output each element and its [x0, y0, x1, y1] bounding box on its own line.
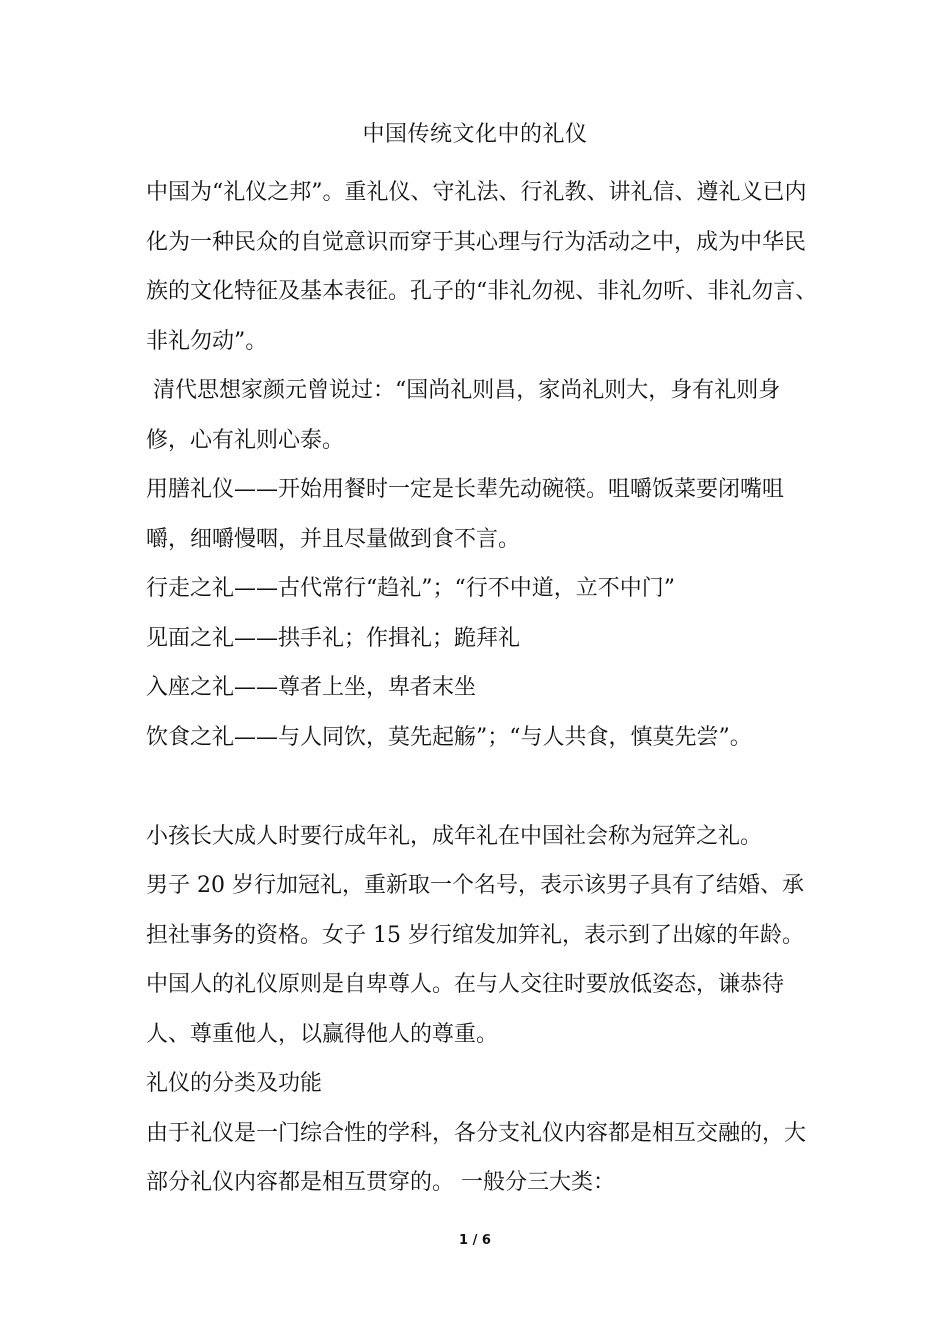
blank-line	[146, 762, 822, 812]
paragraph-intro: 中国为“礼仪之邦”。重礼仪、守礼法、行礼教、讲礼信、遵礼义已内化为一种民众的自觉意识而穿于其心理与行为活动之中，成为中华民族的文化特征及基本表征。孔子的“非礼勿视、非礼勿听、非礼勿言、非礼勿动”。	[146, 180, 818, 354]
paragraph-seating-etiquette: 入座之礼——尊者上坐，卑者末坐	[146, 675, 477, 700]
paragraph-greeting-etiquette: 见面之礼——拱手礼；作揖礼；跪拜礼	[146, 625, 521, 651]
paragraph-walking-etiquette: 行走之礼——古代常行“趋礼”；“行不中道，立不中门”	[146, 576, 675, 601]
paragraph-coming-of-age: 小孩长大成人时要行成年礼，成年礼在中国社会称为冠笄之礼。	[146, 823, 763, 849]
page-number: 1 / 6	[459, 1233, 491, 1248]
section-heading: 礼仪的分类及功能	[146, 1071, 323, 1096]
paragraph-yan-yuan-quote: 清代思想家颜元曾说过：“国尚礼则昌，家尚礼则大，身有礼则身修，心有礼则心泰。	[146, 378, 781, 453]
paragraph-etiquette-principle: 中国人的礼仪原则是自卑尊人。在与人交往时要放低姿态，谦恭待人、尊重他人，以赢得他人的尊重。	[146, 972, 785, 1047]
document-title: 中国传统文化中的礼仪	[362, 122, 588, 147]
paragraph-dining-etiquette: 用膳礼仪——开始用餐时一定是长辈先动碗筷。咀嚼饭菜要闭嘴咀嚼，细嚼慢咽，并且尽量做到食不言。	[146, 477, 785, 552]
paragraph-classification: 由于礼仪是一门综合性的学科，各分支礼仪内容都是相互交融的，大部分礼仪内容都是相互贯穿的。 一般分三大类：	[146, 1120, 807, 1195]
paragraph-capping-hairpin-rites: 男子 20 岁行加冠礼，重新取一个名号，表示该男子具有了结婚、承担社事务的资格。女子 15 岁行绾发加笄礼，表示到了出嫁的年龄。	[146, 873, 804, 948]
paragraph-eating-etiquette: 饮食之礼——与人同饮，莫先起觞”；“与人共食，慎莫先尝”。	[146, 724, 752, 750]
document-body	[146, 168, 822, 1208]
